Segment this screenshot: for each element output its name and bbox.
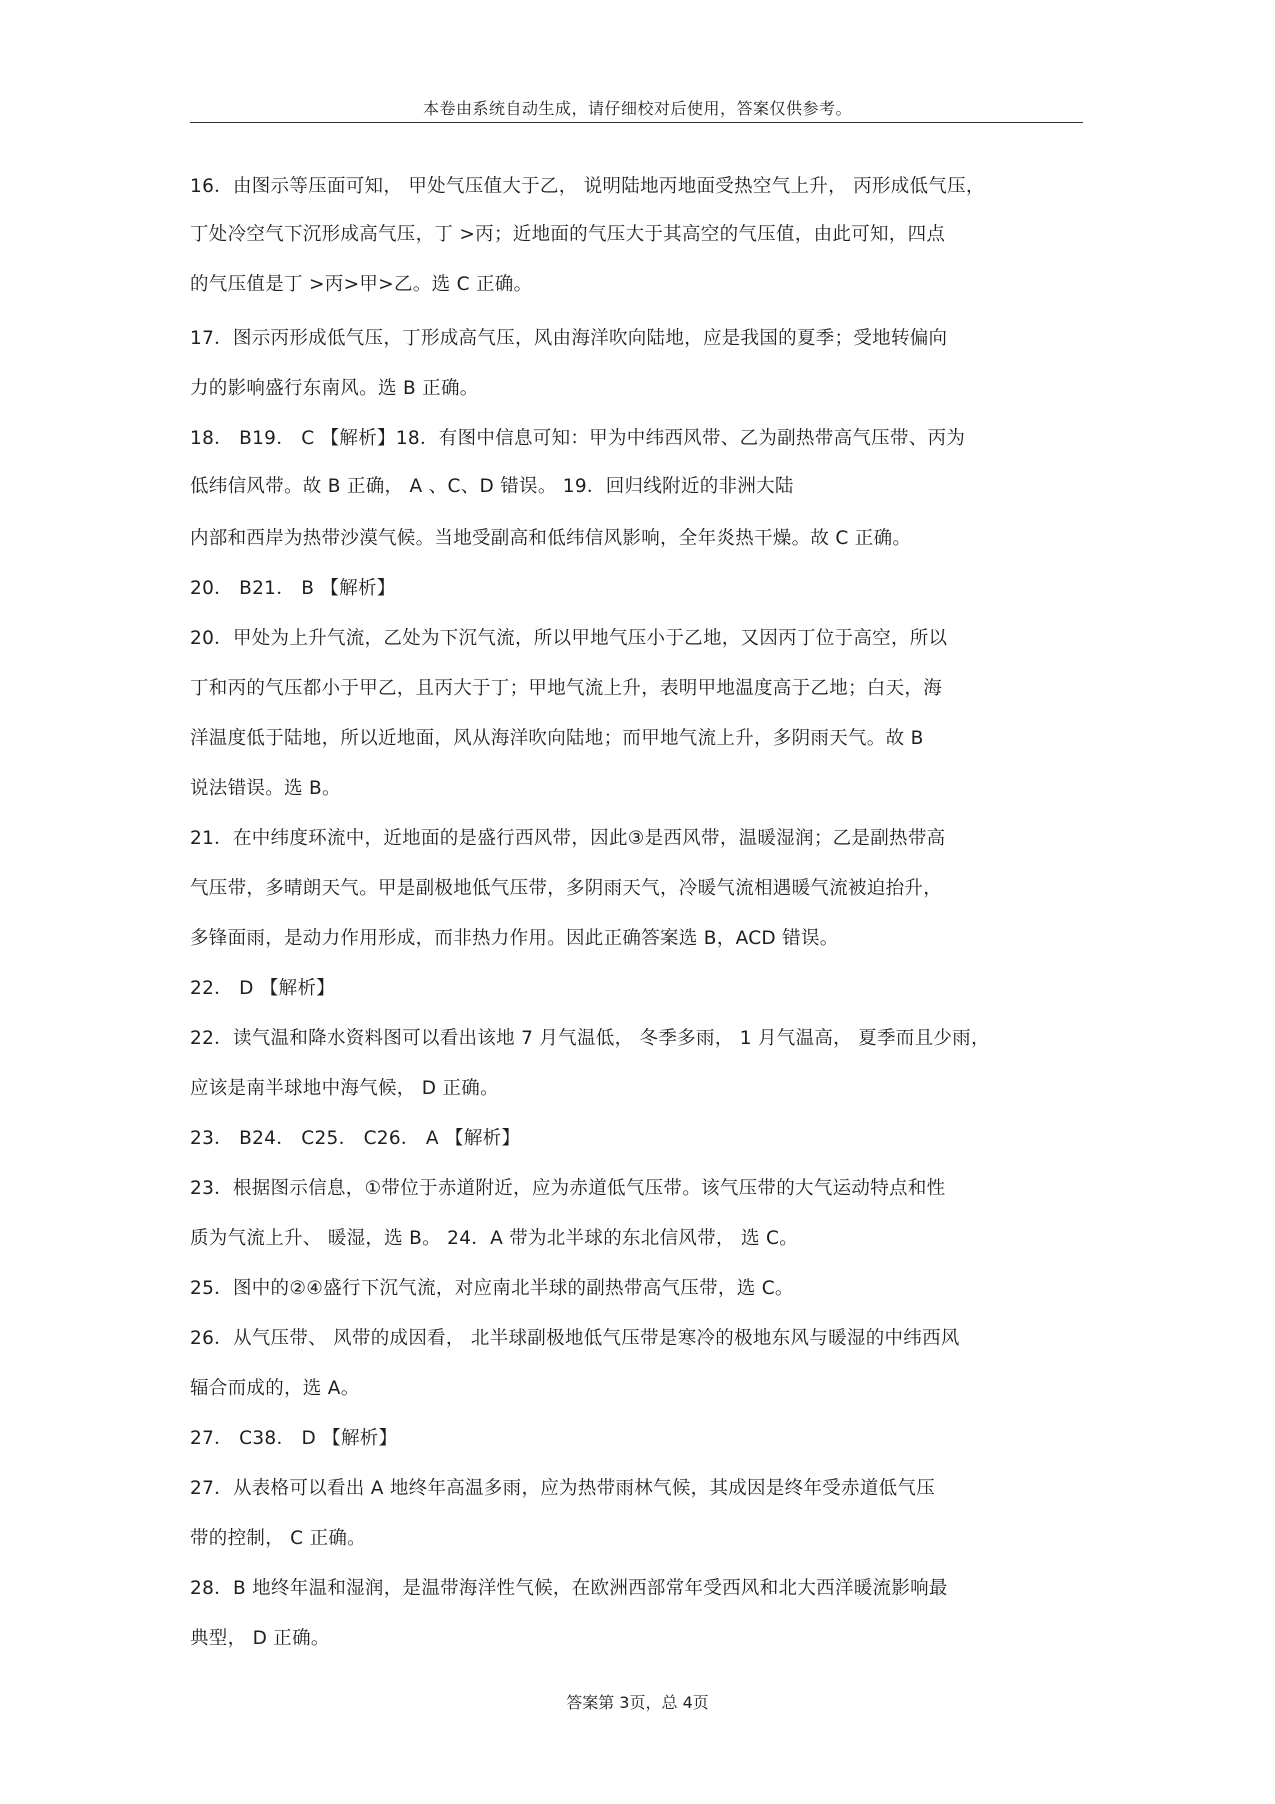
text-line: 的气压值是丁 >丙>甲>乙。选 C 正确。 [190,274,533,295]
text-line: 17．图示丙形成低气压，丁形成高气压，风由海洋吹向陆地，应是我国的夏季；受地转偏向 [190,328,948,349]
text-line: 辐合而成的，选 A。 [190,1378,360,1399]
text-line: 典型， D 正确。 [190,1628,330,1649]
text-line: 带的控制， C 正确。 [190,1528,366,1549]
page-footer-number: 答案第 3页，总 4页 [566,1693,709,1712]
text-line: 丁和丙的气压都小于甲乙，且丙大于丁；甲地气流上升，表明甲地温度高于乙地；白天，海 [190,678,943,699]
text-line: 丁处冷空气下沉形成高气压，丁 >丙；近地面的气压大于其高空的气压值，由此可知，四点 [190,224,946,245]
text-line: 16．由图示等压面可知， 甲处气压值大于乙， 说明陆地丙地面受热空气上升， 丙形成低气压， [190,176,985,197]
text-line: 洋温度低于陆地，所以近地面，风从海洋吹向陆地；而甲地气流上升，多阴雨天气。故 B [190,728,924,749]
text-line: 26．从气压带、 风带的成因看， 北半球副极地低气压带是寒冷的极地东风与暖湿的中纬西风 [190,1328,960,1349]
page-header-notice: 本卷由系统自动生成，请仔细校对后使用，答案仅供参考。 [422,99,852,118]
text-line: 25．图中的②④盛行下沉气流，对应南北半球的副热带高气压带，选 C。 [190,1278,794,1299]
text-line: 说法错误。选 B。 [190,778,341,799]
text-line: 22．读气温和降水资料图可以看出该地 7 月气温低， 冬季多雨， 1 月气温高， 夏季而且少雨， [190,1028,990,1049]
text-line: 多锋面雨，是动力作用形成，而非热力作用。因此正确答案选 B，ACD 错误。 [190,928,839,949]
text-line: 23．根据图示信息，①带位于赤道附近，应为赤道低气压带。该气压带的大气运动特点和性 [190,1178,946,1199]
text-line: 20． B21． B 【解析】 [190,578,396,599]
text-line: 低纬信风带。故 B 正确， A 、C、D 错误。 19．回归线附近的非洲大陆 [190,476,794,497]
text-line: 28．B 地终年温和湿润，是温带海洋性气候，在欧洲西部常年受西风和北大西洋暖流影响最 [190,1578,948,1599]
text-line: 气压带，多晴朗天气。甲是副极地低气压带，多阴雨天气，冷暖气流相遇暖气流被迫抬升， [190,878,943,899]
text-line: 应该是南半球地中海气候， D 正确。 [190,1078,499,1099]
text-line: 质为气流上升、 暖湿，选 B。 24．A 带为北半球的东北信风带， 选 C。 [190,1228,798,1249]
text-line: 21．在中纬度环流中，近地面的是盛行西风带，因此③是西风带，温暖湿润；乙是副热带高 [190,828,946,849]
text-line: 27． C38． D 【解析】 [190,1428,398,1449]
text-line: 27．从表格可以看出 A 地终年高温多雨，应为热带雨林气候，其成因是终年受赤道低气压 [190,1478,936,1499]
text-line: 20．甲处为上升气流，乙处为下沉气流，所以甲地气压小于乙地，又因丙丁位于高空，所以 [190,628,948,649]
text-line: 内部和西岸为热带沙漠气候。当地受副高和低纬信风影响，全年炎热干燥。故 C 正确。 [190,528,912,549]
text-line: 力的影响盛行东南风。选 B 正确。 [190,378,479,399]
text-line: 18． B19． C 【解析】18．有图中信息可知：甲为中纬西风带、乙为副热带高气压带、丙为 [190,428,966,449]
text-line: 23． B24． C25． C26． A 【解析】 [190,1128,521,1149]
text-line: 22． D 【解析】 [190,978,336,999]
